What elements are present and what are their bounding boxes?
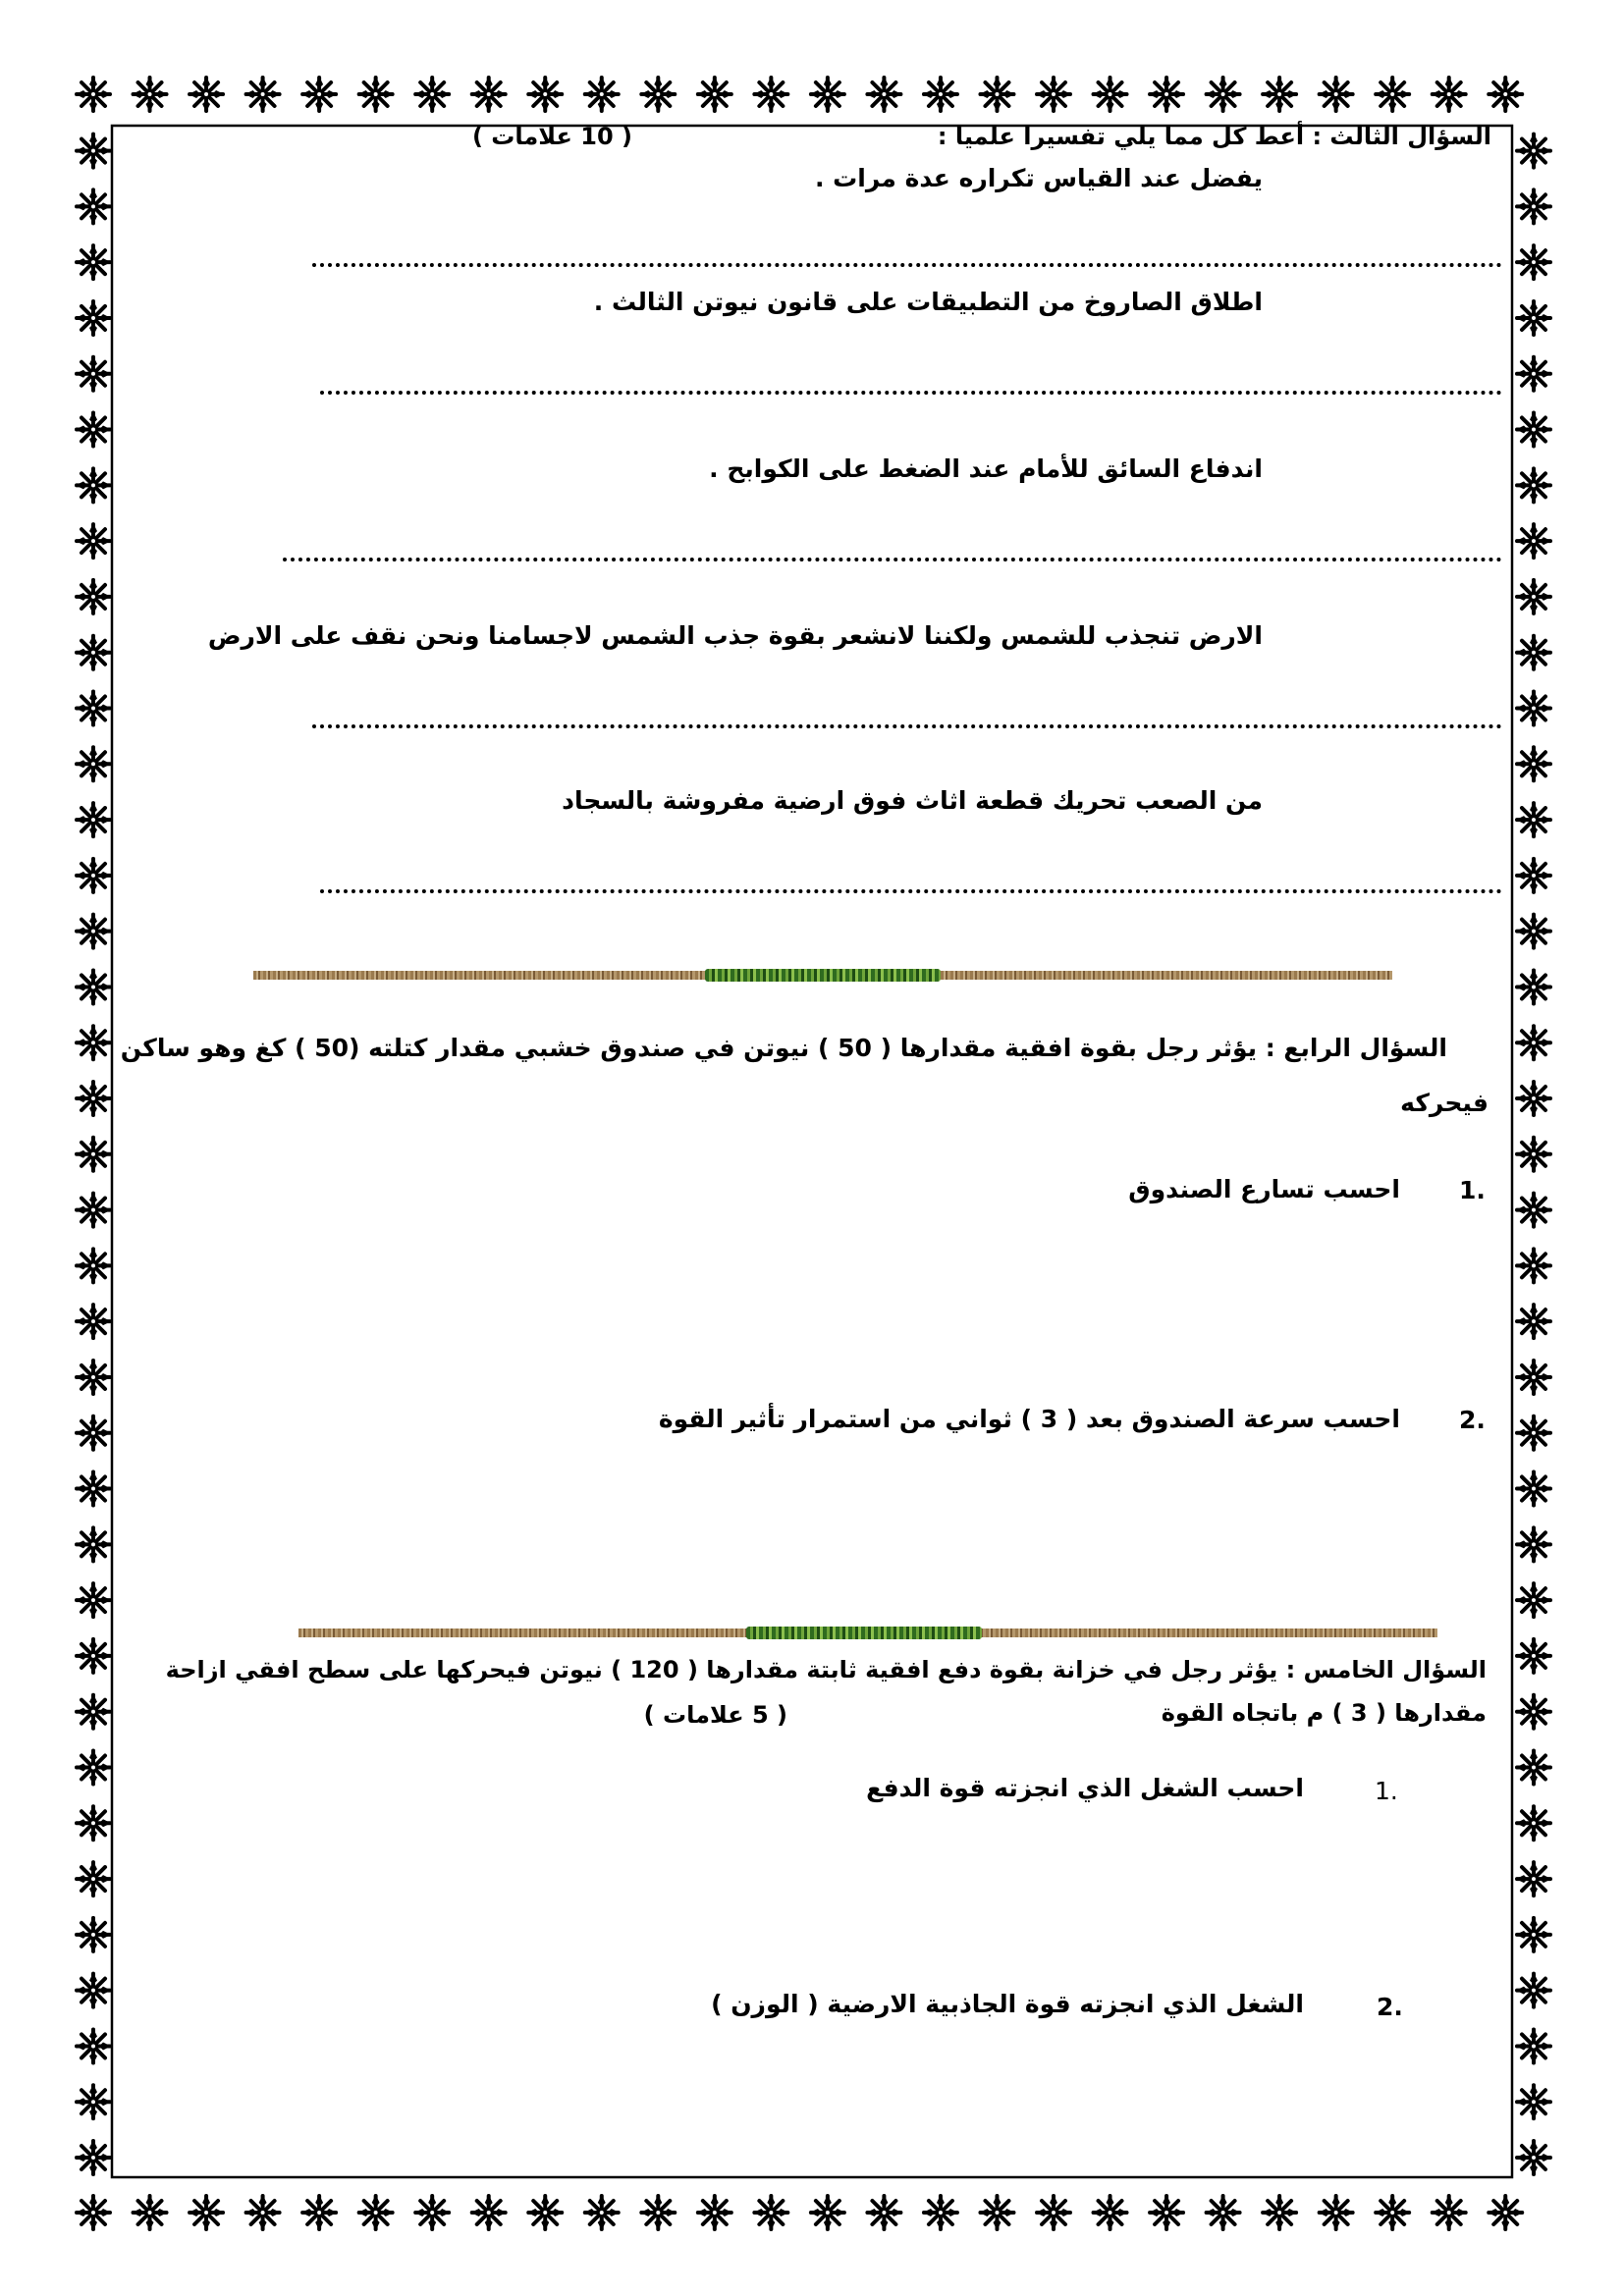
- q5-statement-line1: السؤال الخامس : يؤثر رجل في خزانة بقوة دفع افقية ثابتة مقدارها ( 120 ) نيوتن فيحركها على سطح افقي ازاحة: [165, 1656, 1487, 1683]
- answer-line-1: [312, 263, 1502, 267]
- q5-item-1-number: 1.: [1375, 1777, 1398, 1805]
- q5-item-2-text: الشغل الذي انجزته قوة الجاذبية الارضية ( الوزن ): [711, 1990, 1304, 2018]
- q4-statement-line1: السؤال الرابع : يؤثر رجل بقوة افقية مقدارها ( 50 ) نيوتن في صندوق خشبي مقدار كتلته (50 ) كغ وهو ساكن: [120, 1034, 1447, 1062]
- q5-item-2-number: 2.: [1377, 1993, 1403, 2021]
- q3-item-4: الارض تنجذب للشمس ولكننا لانشعر بقوة جذب الشمس لاجسامنا ونحن نقف على الارض: [207, 621, 1263, 650]
- q3-item-2: اطلاق الصاروخ من التطبيقات على قانون نيوتن الثالث .: [593, 288, 1263, 316]
- answer-line-3: [283, 558, 1502, 561]
- q4-item-1-text: احسب تسارع الصندوق: [1128, 1175, 1400, 1203]
- q5-statement-line2: مقدارها ( 3 ) م باتجاه القوة: [1161, 1699, 1487, 1727]
- q3-marks: ( 10 علامات ): [471, 123, 632, 150]
- q3-item-3: اندفاع السائق للأمام عند الضغط على الكوابح .: [709, 454, 1263, 483]
- q3-item-1: يفضل عند القياس تكراره عدة مرات .: [814, 164, 1263, 192]
- answer-line-2: [320, 391, 1502, 395]
- q5-item-1-text: احسب الشغل الذي انجزته قوة الدفع: [866, 1774, 1304, 1802]
- section-divider-1: [253, 971, 1392, 980]
- q4-item-1-number: 1.: [1459, 1176, 1486, 1204]
- q4-statement-line2: فيحركه: [1400, 1089, 1489, 1117]
- q3-title: السؤال الثالث : أعط كل مما يلي تفسيرا علميا :: [937, 123, 1491, 150]
- q3-item-5: من الصعب تحريك قطعة اثاث فوق ارضية مفروشة بالسجاد: [562, 786, 1263, 815]
- q4-item-2-text: احسب سرعة الصندوق بعد ( 3 ) ثواني من استمرار تأثير القوة: [658, 1405, 1400, 1433]
- answer-line-5: [320, 889, 1502, 893]
- q5-marks: ( 5 علامات ): [643, 1701, 787, 1729]
- answer-line-4: [312, 724, 1502, 728]
- q4-item-2-number: 2.: [1459, 1406, 1486, 1434]
- section-divider-2: [298, 1629, 1437, 1637]
